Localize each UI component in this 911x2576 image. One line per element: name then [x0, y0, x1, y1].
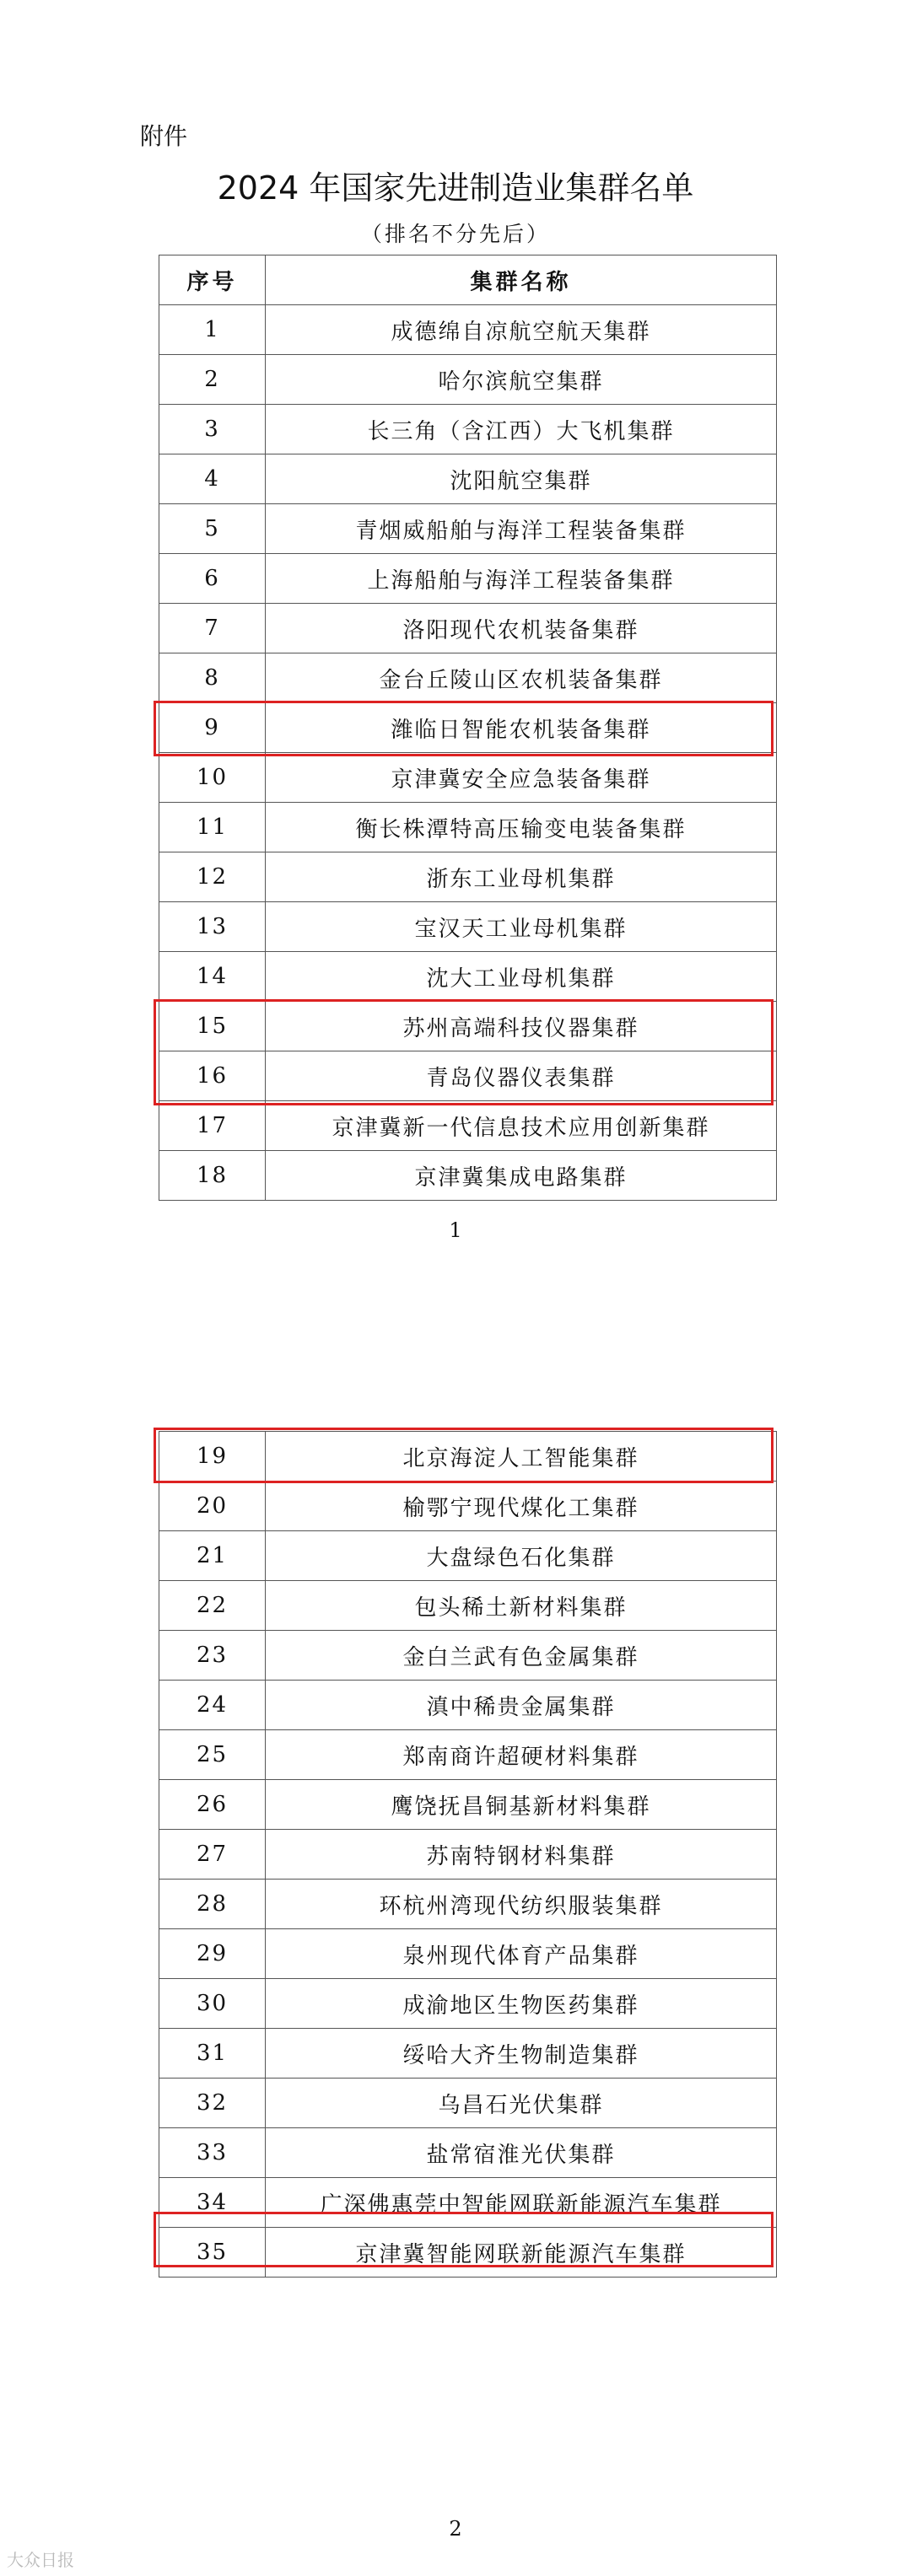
- cluster-name: 北京海淀人工智能集群: [266, 1432, 777, 1482]
- cluster-name: 衡长株潭特高压输变电装备集群: [266, 803, 777, 852]
- attachment-label: 附件: [140, 122, 188, 150]
- cluster-name: 上海船舶与海洋工程装备集群: [266, 554, 777, 604]
- cluster-name: 榆鄂宁现代煤化工集群: [266, 1482, 777, 1531]
- cluster-name: 乌昌石光伏集群: [266, 2079, 777, 2128]
- table-row: [159, 1880, 777, 1929]
- table-row: [159, 1002, 777, 1051]
- header-number: 序号: [159, 255, 266, 305]
- page-number-2: 2: [449, 2517, 462, 2541]
- row-number: 21: [159, 1531, 266, 1581]
- table-row: [159, 405, 777, 454]
- document-subtitle: （排名不分先后）: [360, 222, 550, 246]
- table-row: [159, 1581, 777, 1631]
- table-row: [159, 1929, 777, 1979]
- table-row: [159, 1780, 777, 1830]
- row-number: 4: [159, 454, 266, 504]
- row-number: 2: [159, 355, 266, 405]
- cluster-table-page-2: [159, 1431, 777, 2278]
- row-number: 8: [159, 653, 266, 703]
- cluster-name: 鹰饶抚昌铜基新材料集群: [266, 1780, 777, 1830]
- table-row: [159, 753, 777, 803]
- cluster-name: 金白兰武有色金属集群: [266, 1631, 777, 1681]
- document-title: 2024 年国家先进制造业集群名单: [217, 169, 694, 207]
- table-row: [159, 1051, 777, 1101]
- table-row: [159, 1482, 777, 1531]
- row-number: 18: [159, 1151, 266, 1201]
- table-row: [159, 355, 777, 405]
- cluster-name: 京津冀新一代信息技术应用创新集群: [266, 1101, 777, 1151]
- row-number: 16: [159, 1051, 266, 1101]
- row-number: 33: [159, 2128, 266, 2178]
- row-number: 14: [159, 952, 266, 1002]
- table-row: [159, 604, 777, 653]
- row-number: 22: [159, 1581, 266, 1631]
- row-number: 3: [159, 405, 266, 454]
- row-number: 10: [159, 753, 266, 803]
- cluster-name: 苏南特钢材料集群: [266, 1830, 777, 1880]
- cluster-name: 广深佛惠莞中智能网联新能源汽车集群: [266, 2178, 777, 2228]
- row-number: 9: [159, 703, 266, 753]
- row-number: 1: [159, 305, 266, 355]
- cluster-name: 苏州高端科技仪器集群: [266, 1002, 777, 1051]
- cluster-name: 成渝地区生物医药集群: [266, 1979, 777, 2029]
- row-number: 6: [159, 554, 266, 604]
- cluster-name: 青岛仪器仪表集群: [266, 1051, 777, 1101]
- table-row: [159, 504, 777, 554]
- row-number: 23: [159, 1631, 266, 1681]
- row-number: 20: [159, 1482, 266, 1531]
- cluster-name: 环杭州湾现代纺织服装集群: [266, 1880, 777, 1929]
- cluster-name: 泉州现代体育产品集群: [266, 1929, 777, 1979]
- table-row: [159, 902, 777, 952]
- table-row: [159, 2079, 777, 2128]
- table-row: [159, 1631, 777, 1681]
- cluster-name: 洛阳现代农机装备集群: [266, 604, 777, 653]
- cluster-name: 绥哈大齐生物制造集群: [266, 2029, 777, 2079]
- row-number: 35: [159, 2228, 266, 2278]
- cluster-name: 金台丘陵山区农机装备集群: [266, 653, 777, 703]
- row-number: 26: [159, 1780, 266, 1830]
- row-number: 5: [159, 504, 266, 554]
- row-number: 12: [159, 852, 266, 902]
- table-row: [159, 803, 777, 852]
- cluster-name: 郑南商许超硬材料集群: [266, 1730, 777, 1780]
- row-number: 13: [159, 902, 266, 952]
- cluster-name: 盐常宿淮光伏集群: [266, 2128, 777, 2178]
- row-number: 15: [159, 1002, 266, 1051]
- cluster-name: 滇中稀贵金属集群: [266, 1681, 777, 1730]
- row-number: 32: [159, 2079, 266, 2128]
- cluster-name: 长三角（含江西）大飞机集群: [266, 405, 777, 454]
- cluster-name: 包头稀土新材料集群: [266, 1581, 777, 1631]
- row-number: 31: [159, 2029, 266, 2079]
- table-row: [159, 454, 777, 504]
- table-row: [159, 554, 777, 604]
- table-row: [159, 2178, 777, 2228]
- cluster-name: 宝汉天工业母机集群: [266, 902, 777, 952]
- table-row: [159, 2029, 777, 2079]
- table-row: [159, 1101, 777, 1151]
- row-number: 28: [159, 1880, 266, 1929]
- row-number: 29: [159, 1929, 266, 1979]
- cluster-name: 潍临日智能农机装备集群: [266, 703, 777, 753]
- watermark-logo: 大众日报: [7, 2550, 74, 2570]
- table-row: [159, 1531, 777, 1581]
- table-row: [159, 1432, 777, 1482]
- row-number: 19: [159, 1432, 266, 1482]
- page-number-1: 1: [449, 1218, 462, 1242]
- table-row: [159, 1730, 777, 1780]
- row-number: 24: [159, 1681, 266, 1730]
- cluster-table-page-1: [159, 255, 777, 1201]
- cluster-name: 京津冀智能网联新能源汽车集群: [266, 2228, 777, 2278]
- table-header-row: [159, 255, 777, 305]
- table-row: [159, 2228, 777, 2278]
- cluster-name: 浙东工业母机集群: [266, 852, 777, 902]
- table-row: [159, 952, 777, 1002]
- cluster-name: 沈大工业母机集群: [266, 952, 777, 1002]
- cluster-name: 京津冀集成电路集群: [266, 1151, 777, 1201]
- row-number: 11: [159, 803, 266, 852]
- row-number: 25: [159, 1730, 266, 1780]
- row-number: 7: [159, 604, 266, 653]
- table-row: [159, 1681, 777, 1730]
- table-row: [159, 703, 777, 753]
- table-row: [159, 1979, 777, 2029]
- cluster-name: 京津冀安全应急装备集群: [266, 753, 777, 803]
- header-name: 集群名称: [266, 255, 777, 305]
- cluster-name: 沈阳航空集群: [266, 454, 777, 504]
- cluster-name: 青烟威船舶与海洋工程装备集群: [266, 504, 777, 554]
- cluster-name: 哈尔滨航空集群: [266, 355, 777, 405]
- table-row: [159, 2128, 777, 2178]
- row-number: 17: [159, 1101, 266, 1151]
- table-row: [159, 1830, 777, 1880]
- row-number: 34: [159, 2178, 266, 2228]
- table-row: [159, 1151, 777, 1201]
- cluster-name: 成德绵自凉航空航天集群: [266, 305, 777, 355]
- table-row: [159, 305, 777, 355]
- table-row: [159, 653, 777, 703]
- row-number: 30: [159, 1979, 266, 2029]
- row-number: 27: [159, 1830, 266, 1880]
- table-row: [159, 852, 777, 902]
- cluster-name: 大盘绿色石化集群: [266, 1531, 777, 1581]
